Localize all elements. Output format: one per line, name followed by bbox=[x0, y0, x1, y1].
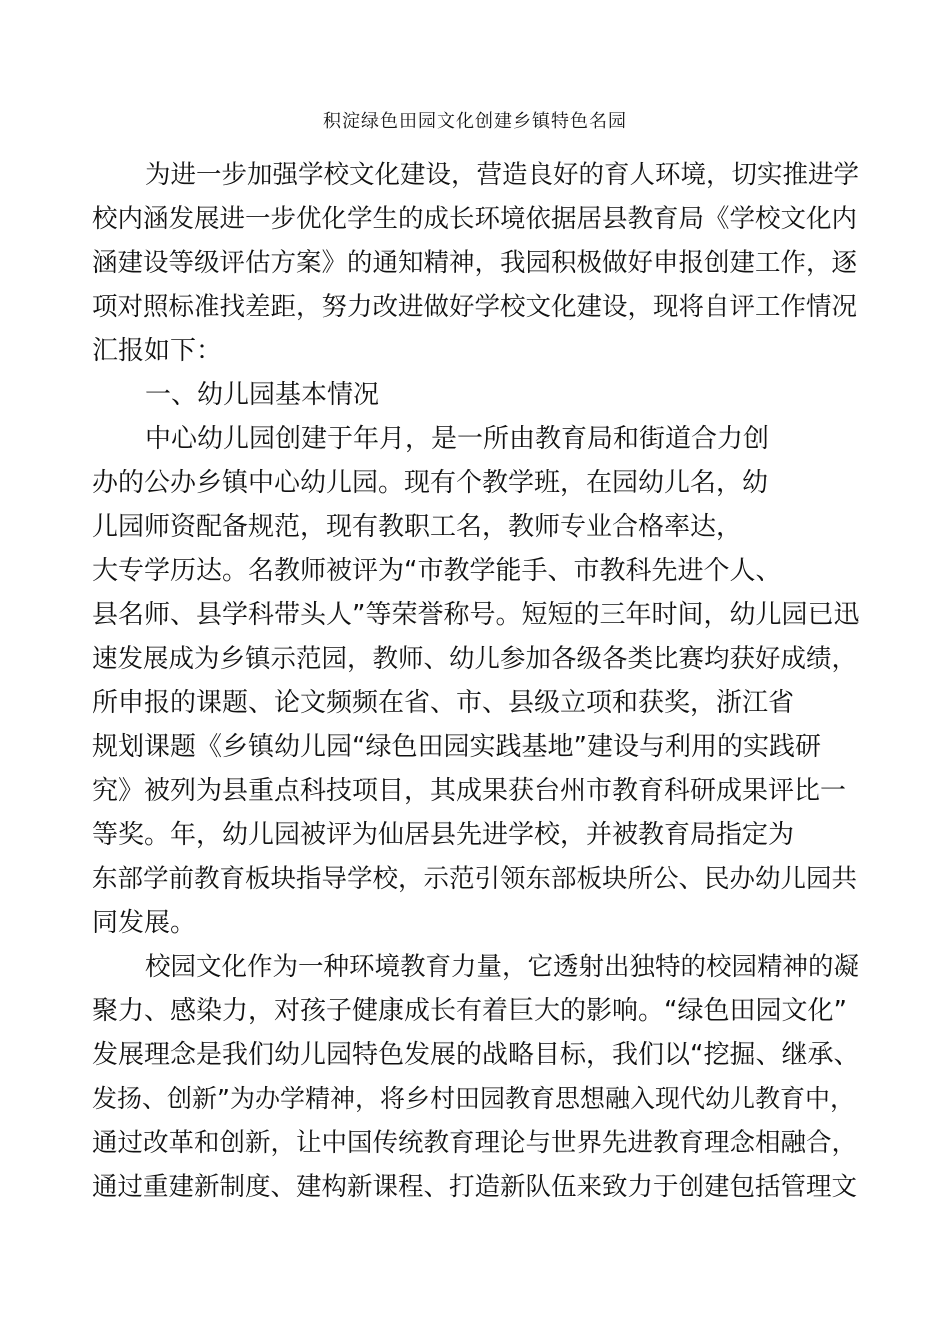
text-line: 汇报如下： bbox=[92, 336, 223, 366]
text-line: 校内涵发展进一步优化学生的成长环境依据居县教育局《学校文化内 bbox=[92, 204, 858, 234]
text-line: 中心幼儿园创建于年月，是一所由教育局和街道合力创 bbox=[145, 424, 770, 454]
text-line: 校园文化作为一种环境教育力量，它透射出独特的校园精神的凝 bbox=[145, 952, 860, 982]
text-line: 聚力、感染力，对孩子健康成长有着巨大的影响。“绿色田园文化” bbox=[92, 996, 847, 1026]
text-line: 大专学历达。名教师被评为“市教学能手、市教科先进个人、 bbox=[92, 556, 782, 586]
text-line: 规划课题《乡镇幼儿园“绿色田园实践基地”建设与利用的实践研 bbox=[92, 732, 821, 762]
text-line: 发扬、创新”为办学精神，将乡村田园教育思想融入现代幼儿教育中， bbox=[92, 1084, 855, 1113]
text-line: 通过改革和创新，让中国传统教育理论与世界先进教育理念相融合， bbox=[92, 1128, 858, 1158]
document-title: 积淀绿色田园文化创建乡镇特色名园 bbox=[323, 111, 627, 132]
text-line: 东部学前教育板块指导学校，示范引领东部板块所公、民办幼儿园共 bbox=[92, 864, 858, 894]
text-line: 项对照标准找差距，努力改进做好学校文化建设，现将自评工作情况 bbox=[92, 292, 858, 322]
text-line: 所申报的课题、论文频频在省、市、县级立项和获奖，浙江省 bbox=[92, 688, 795, 718]
text-line: 究》被列为县重点科技项目，其成果获台州市教育科研成果评比一 bbox=[92, 776, 847, 806]
text-line: 儿园师资配备规范，现有教职工名，教师专业合格率达， bbox=[92, 512, 743, 542]
text-line: 同发展。 bbox=[92, 908, 197, 938]
text-line: 为进一步加强学校文化建设，营造良好的育人环境，切实推进学 bbox=[145, 160, 860, 190]
text-line: 通过重建新制度、建构新课程、打造新队伍来致力于创建包括管理文 bbox=[92, 1172, 858, 1202]
text-line: 发展理念是我们幼儿园特色发展的战略目标，我们以“挖掘、继承、 bbox=[92, 1040, 860, 1070]
section-heading: 一、幼儿园基本情况 bbox=[145, 380, 380, 410]
text-line: 县名师、县学科带头人”等荣誉称号。短短的三年时间，幼儿园已迅 bbox=[92, 600, 860, 630]
text-line: 速发展成为乡镇示范园，教师、幼儿参加各级各类比赛均获好成绩， bbox=[92, 644, 858, 674]
text-line: 办的公办乡镇中心幼儿园。现有个教学班，在园幼儿名，幼 bbox=[92, 468, 769, 498]
text-line: 涵建设等级评估方案》的通知精神，我园积极做好申报创建工作，逐 bbox=[92, 248, 858, 278]
text-line: 等奖。年，幼儿园被评为仙居县先进学校，并被教育局指定为 bbox=[92, 820, 795, 850]
